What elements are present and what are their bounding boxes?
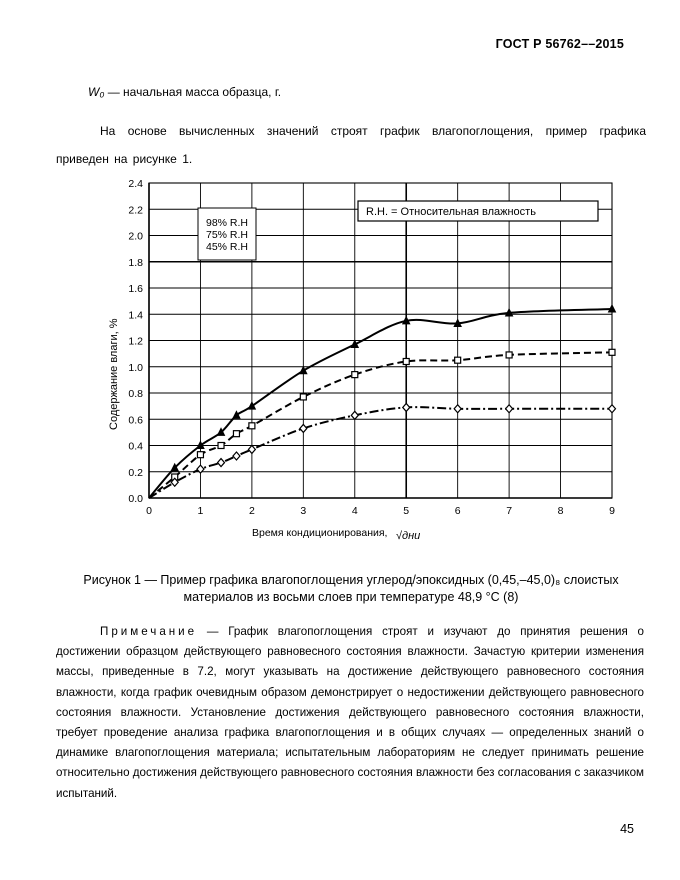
x-axis-label: Время кондиционирования, [252, 527, 388, 539]
w0-symbol: W₀ [88, 85, 105, 99]
series-line-1 [149, 352, 612, 498]
series-marker-2 [218, 459, 225, 467]
y-tick-label: 1.4 [128, 309, 143, 322]
x-tick-label: 0 [146, 505, 152, 517]
x-tick-label: 1 [197, 505, 204, 517]
y-tick-label: 2.4 [128, 178, 143, 190]
series-marker-2 [300, 424, 307, 432]
series-marker-1 [233, 431, 239, 437]
series-marker-2 [351, 411, 358, 419]
chart-series-lines [149, 309, 612, 498]
x-tick-label: 3 [300, 505, 307, 517]
series-marker-2 [454, 405, 461, 413]
series-marker-1 [300, 394, 306, 400]
note-paragraph [56, 622, 644, 804]
w0-definition: — начальная масса образца, г. [104, 85, 282, 99]
series-marker-1 [197, 452, 203, 458]
y-axis-label: Содержание влаги, % [108, 318, 120, 430]
intro-paragraph: На основе вычисленных значений строят график влагопоглощения, пример графика приведен на рисунке 1. [56, 124, 646, 166]
series-marker-2 [248, 445, 255, 453]
x-tick-label: 5 [403, 505, 410, 517]
y-tick-label: 0.4 [128, 440, 143, 453]
y-tick-label: 1.2 [128, 335, 143, 348]
legend-label-98: 98% R.H [206, 217, 249, 229]
x-axis-unit: √дни [396, 530, 421, 542]
series-marker-1 [403, 359, 409, 365]
legend-label-45: 45% R.H [206, 241, 249, 253]
series-marker-2 [506, 405, 513, 413]
series-marker-1 [455, 357, 461, 363]
y-tick-label: 0.8 [128, 388, 143, 400]
figure-caption: Рисунок 1 — Пример графика влагопоглощения углерод/эпоксидных (0,45,–45,0)₈ слоистых материалов из восьми слоев при температуре 48,9 °С (8) [83, 573, 619, 604]
series-marker-2 [233, 452, 240, 460]
series-marker-1 [506, 352, 512, 358]
series-marker-1 [218, 443, 224, 449]
legend-label-75: 75% R.H [206, 229, 249, 241]
page-number: 45 [620, 822, 634, 836]
legend-note: R.H. = Относительная влажность [366, 206, 536, 218]
y-tick-label: 1.8 [128, 256, 143, 269]
note-text: — График влагопоглощения строят и изучают до принятия решения о достижении образцом действующего равновесного состояния влажности. Зачастую критерии изменения массы, приведенные в 7.2, могут указывать на достижение действующего равновесного состояния влажности, когда график очевидным образом демонстрирует о недостижении действующего равновесного состояния влажности. Установление достижения действующего равновесного состояния влажности, требует проведение анализа графика влагопоглощения и в общих случаях — определенных знаний о динамике влагопоглощения материала; испытательным лабораториям не следует принимать решение относительно достижения действующего равновесного состояния влажности без согласования с заказчиком испытаний. [56, 625, 644, 800]
note-heading: Примечание [100, 625, 198, 638]
series-marker-1 [352, 372, 358, 378]
series-marker-1 [249, 423, 255, 429]
x-tick-label: 2 [248, 505, 255, 517]
y-tick-label: 2.2 [128, 204, 143, 217]
series-marker-2 [609, 405, 616, 413]
series-marker-1 [609, 349, 615, 355]
y-tick-label: 1.0 [128, 361, 143, 374]
y-tick-label: 1.6 [128, 283, 143, 295]
x-tick-label: 7 [506, 505, 513, 517]
series-line-0 [149, 309, 612, 498]
series-line-2 [149, 407, 612, 498]
standard-code: ГОСТ Р 56762––2015 [495, 37, 624, 51]
y-tick-label: 2.0 [128, 230, 143, 243]
x-tick-label: 9 [609, 505, 615, 517]
x-tick-label: 4 [351, 505, 358, 517]
x-tick-label: 8 [557, 505, 564, 517]
y-tick-label: 0.6 [128, 414, 143, 427]
x-tick-label: 6 [454, 505, 461, 517]
y-tick-label: 0.0 [128, 493, 143, 505]
y-tick-label: 0.2 [128, 466, 143, 479]
chart-series-markers [171, 305, 615, 486]
series-marker-2 [403, 403, 410, 411]
